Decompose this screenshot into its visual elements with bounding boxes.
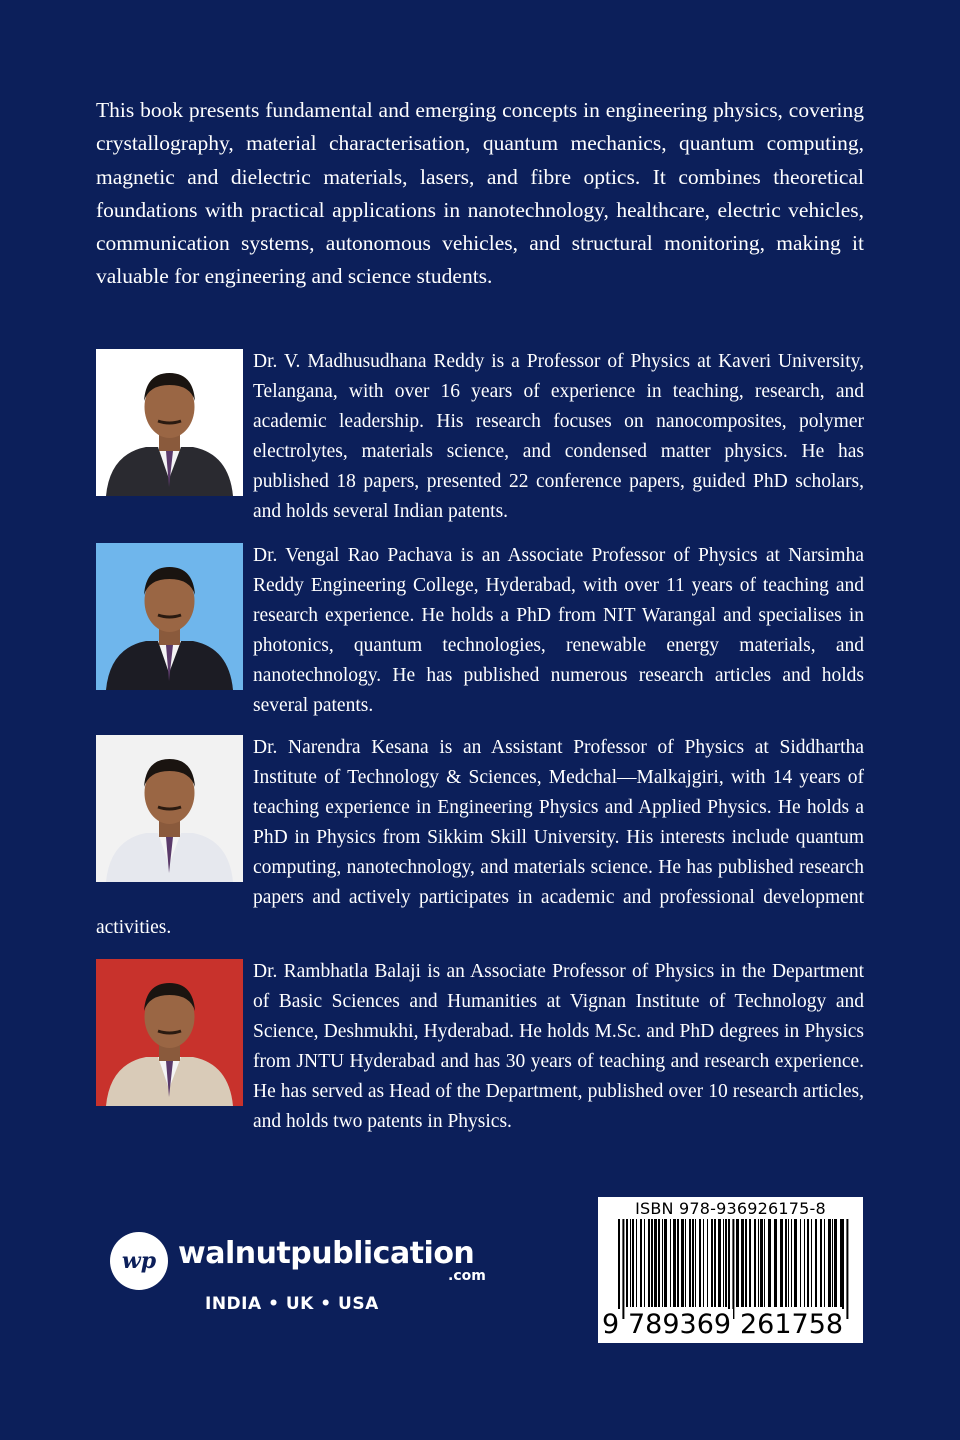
author-bio-3-text: Dr. Narendra Kesana is an Assistant Professor of Physics at Siddhartha Institute of Technology & Sciences, Medchal—Malkajgiri, with 14 years of teaching experience in Engineering Physics and Applied Physics. He holds a PhD in Physics from Sikkim Skill University. His interests include quantum computing, nanotechnology, and materials science. He has published research papers and actively participates in academic and professional development activities. [96,737,864,938]
barcode-digit-first: 9 [602,1309,620,1340]
author-bio-2-text: Dr. Vengal Rao Pachava is an Associate Professor of Physics at Narsimha Reddy Engineering College, Hyderabad, with over 11 years of teaching and research experience. He holds a PhD from NIT Warangal and specialises in photonics, quantum technologies, renewable energy materials, and nanotechnology. He has published numerous research articles and holds several patents. [253,545,864,716]
isbn-barcode [598,1197,863,1343]
author-bio-3 [96,733,864,943]
author-photo-4 [96,959,243,1106]
barcode-digits-left: 789369 [628,1309,732,1340]
author-photo-2 [96,543,243,690]
publisher-name: walnutpublication [178,1236,475,1271]
author-bio-1-text: Dr. V. Madhusudhana Reddy is a Professor of Physics at Kaveri University, Telangana, with over 16 years of experience in teaching, research, and academic leadership. His research focuses on nanocomposites, polymer electrolytes, materials science, and condensed matter physics. He has published 18 papers, presented 22 conference papers, guided PhD scholars, and holds several Indian patents. [253,351,864,522]
publisher-regions: INDIA • UK • USA [205,1294,379,1314]
barcode-digits-right: 261758 [740,1309,844,1340]
walnut-logo-icon: wp [110,1232,168,1290]
barcode-bars [606,1219,856,1319]
publisher-logo [110,1228,510,1328]
author-bio-4 [96,957,864,1137]
isbn-label: ISBN 978-936926175-8 [635,1199,826,1218]
author-bio-1 [96,347,864,527]
author-photo-3 [96,735,243,882]
author-photo-1 [96,349,243,496]
author-bio-4-text: Dr. Rambhatla Balaji is an Associate Professor of Physics in the Department of Basic Sciences and Humanities at Vignan Institute of Technology and Science, Deshmukhi, Hyderabad. He holds M.Sc. and PhD degrees in Physics from JNTU Hyderabad and has 30 years of teaching and research experience. He has served as Head of the Department, published over 10 research articles, and holds two patents in Physics. [253,961,864,1132]
publisher-domain: .com [448,1268,486,1284]
book-blurb: This book presents fundamental and emerging concepts in engineering physics, covering crystallography, material characterisation, quantum mechanics, quantum computing, magnetic and dielectric materials, lasers, and fibre optics. It combines theoretical foundations with practical applications in nanotechnology, healthcare, electric vehicles, communication systems, autonomous vehicles, and structural monitoring, making it valuable for engineering and science students. [96,98,864,289]
author-bio-2 [96,541,864,721]
